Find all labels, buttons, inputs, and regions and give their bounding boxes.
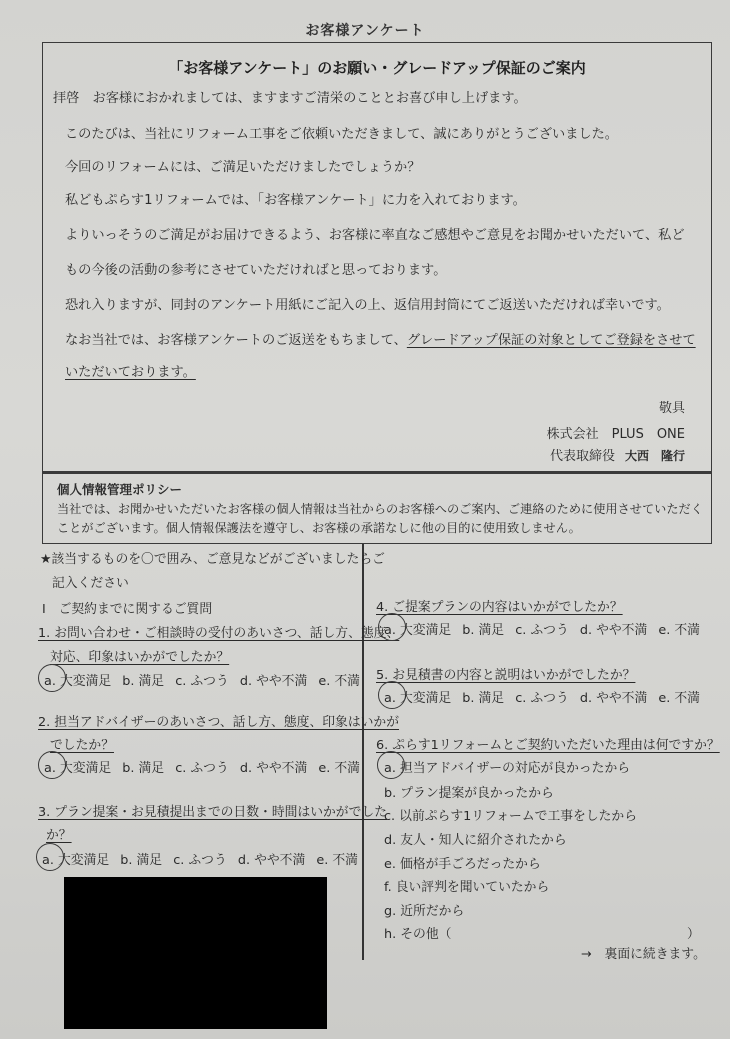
column-divider <box>362 544 364 960</box>
question-3-title-cont: か？ <box>46 828 72 843</box>
privacy-policy-line: ことがございます。個人情報保護法を遵守し、お客様の承諾なしに他の目的に使用致しません。 <box>57 521 581 535</box>
document-title: お客様アンケート <box>305 23 425 39</box>
reason-f[interactable]: f. 良い評判を聞いていたから <box>384 880 550 895</box>
option-b[interactable]: b. 満足 <box>462 623 505 638</box>
intro-heading: 「お客様アンケート」のお願い・グレードアップ保証のご案内 <box>168 59 586 77</box>
reason-c[interactable]: c. 以前ぷらす1リフォームで工事をしたから <box>384 809 638 824</box>
intro-line: 私どもぷらす1リフォームでは、「お客様アンケート」に力を入れております。 <box>65 193 526 208</box>
question-4-options <box>384 619 707 638</box>
reason-e[interactable]: e. 価格が手ごろだったから <box>384 857 541 872</box>
guarantee-highlight: グレードアップ保証の対象としてご登録をさせて <box>406 333 696 348</box>
instructions-line2: 記入ください <box>52 576 129 591</box>
option-c[interactable]: c. ふつう <box>515 623 569 638</box>
reason-h-other[interactable]: h. その他（ <box>384 927 452 942</box>
guarantee-line <box>65 329 696 348</box>
option-d[interactable]: d. やや不満 <box>239 674 308 689</box>
option-c[interactable]: c. ふつう <box>515 691 569 706</box>
option-c[interactable]: c. ふつう <box>175 761 229 776</box>
option-c[interactable]: c. ふつう <box>173 853 227 868</box>
question-5-title: 5. お見積書の内容と説明はいかがでしたか？ <box>376 668 636 683</box>
question-1-options <box>44 670 367 689</box>
option-d[interactable]: d. やや不満 <box>579 623 648 638</box>
intro-letter-box <box>42 42 712 472</box>
option-b[interactable]: b. 満足 <box>120 853 163 868</box>
privacy-policy-line: 当社では、お聞かせいただいたお客様の個人情報は当社からのお客様へのご案内、ご連絡のために使用させていただく <box>57 502 703 516</box>
privacy-policy-title: 個人情報管理ポリシー <box>57 482 183 497</box>
guarantee-continued: いただいております。 <box>65 365 196 380</box>
reason-a-selected[interactable]: a. 担当アドバイザーの対応が良かったから <box>384 757 630 776</box>
question-1-title-cont: 対応、印象はいかがでしたか？ <box>50 650 230 665</box>
question-5-options <box>384 687 707 706</box>
question-1-title: 1. お問い合わせ・ご相談時の受付のあいさつ、話し方、態度、 <box>38 626 400 641</box>
intro-line: 恐れ入りますが、同封のアンケート用紙にご記入の上、返信用封筒にてご返送いただければ幸いです。 <box>65 298 670 313</box>
option-b[interactable]: b. 満足 <box>462 691 505 706</box>
option-a-selected[interactable]: a. 大変満足 <box>44 757 111 776</box>
option-b[interactable]: b. 満足 <box>122 761 165 776</box>
option-e[interactable]: e. 不満 <box>316 853 358 868</box>
question-2-options <box>44 757 367 776</box>
intro-line: 今回のリフォームには、ご満足いただけましたでしょうか？ <box>65 160 421 175</box>
closing-keigu: 敬具 <box>658 401 685 416</box>
option-e[interactable]: e. 不満 <box>658 691 700 706</box>
question-3-title: 3. プラン提案・お見積提出までの日数・時間はいかがでした <box>38 805 387 820</box>
signatory <box>550 445 685 464</box>
question-4-title: 4. ご提案プランの内容はいかがでしたか？ <box>376 600 623 615</box>
question-6-title: 6. ぷらす1リフォームとご契約いただいた理由は何ですか？ <box>376 738 720 753</box>
reason-d[interactable]: d. 友人・知人に紹介されたから <box>384 833 567 848</box>
option-a-selected[interactable]: a. 大変満足 <box>42 849 109 868</box>
option-a-selected[interactable]: a. 大変満足 <box>384 687 451 706</box>
guarantee-prefix: なお当社では、お客様アンケートのご返送をもちまして、 <box>65 333 407 348</box>
intro-line: 拝啓 お客様におかれましては、ますますご清栄のこととお喜び申し上げます。 <box>53 91 527 106</box>
option-e[interactable]: e. 不満 <box>318 761 360 776</box>
option-d[interactable]: d. やや不満 <box>239 761 308 776</box>
reason-b[interactable]: b. プラン提案が良かったから <box>384 786 554 801</box>
instructions-line1: ★該当するものを〇で囲み、ご意見などがございましたらご <box>40 552 385 567</box>
option-b[interactable]: b. 満足 <box>122 674 165 689</box>
continue-note: → 裏面に続きます。 <box>581 947 706 962</box>
company-name: 株式会社 PLUS ONE <box>546 427 685 442</box>
option-e[interactable]: e. 不満 <box>318 674 360 689</box>
privacy-policy-box <box>42 472 712 544</box>
option-c[interactable]: c. ふつう <box>175 674 229 689</box>
redacted-area <box>64 877 327 1029</box>
section-title: Ⅰ ご契約までに関するご質問 <box>42 602 213 617</box>
option-d[interactable]: d. やや不満 <box>579 691 648 706</box>
intro-line: もの今後の活動の参考にさせていただければと思っております。 <box>65 263 447 278</box>
question-2-title-cont: でしたか？ <box>50 738 114 753</box>
option-a-selected[interactable]: a. 大変満足 <box>44 670 111 689</box>
other-close-paren: ） <box>687 927 700 942</box>
option-e[interactable]: e. 不満 <box>658 623 700 638</box>
question-3-options <box>42 849 365 868</box>
question-2-title: 2. 担当アドバイザーのあいさつ、話し方、態度、印象はいかが <box>38 715 400 730</box>
option-a-selected[interactable]: a. 大変満足 <box>384 619 451 638</box>
signatory-name: 大西 隆行 <box>624 449 685 463</box>
intro-line: よりいっそうのご満足がお届けできるよう、お客様に率直なご感想やご意見をお聞かせいただいて、私ど <box>65 228 685 243</box>
signatory-title: 代表取締役 <box>549 449 615 464</box>
option-d[interactable]: d. やや不満 <box>237 853 306 868</box>
reason-g[interactable]: g. 近所だから <box>384 904 465 919</box>
intro-line: このたびは、当社にリフォーム工事をご依頼いただきまして、誠にありがとうございました。 <box>65 127 618 142</box>
